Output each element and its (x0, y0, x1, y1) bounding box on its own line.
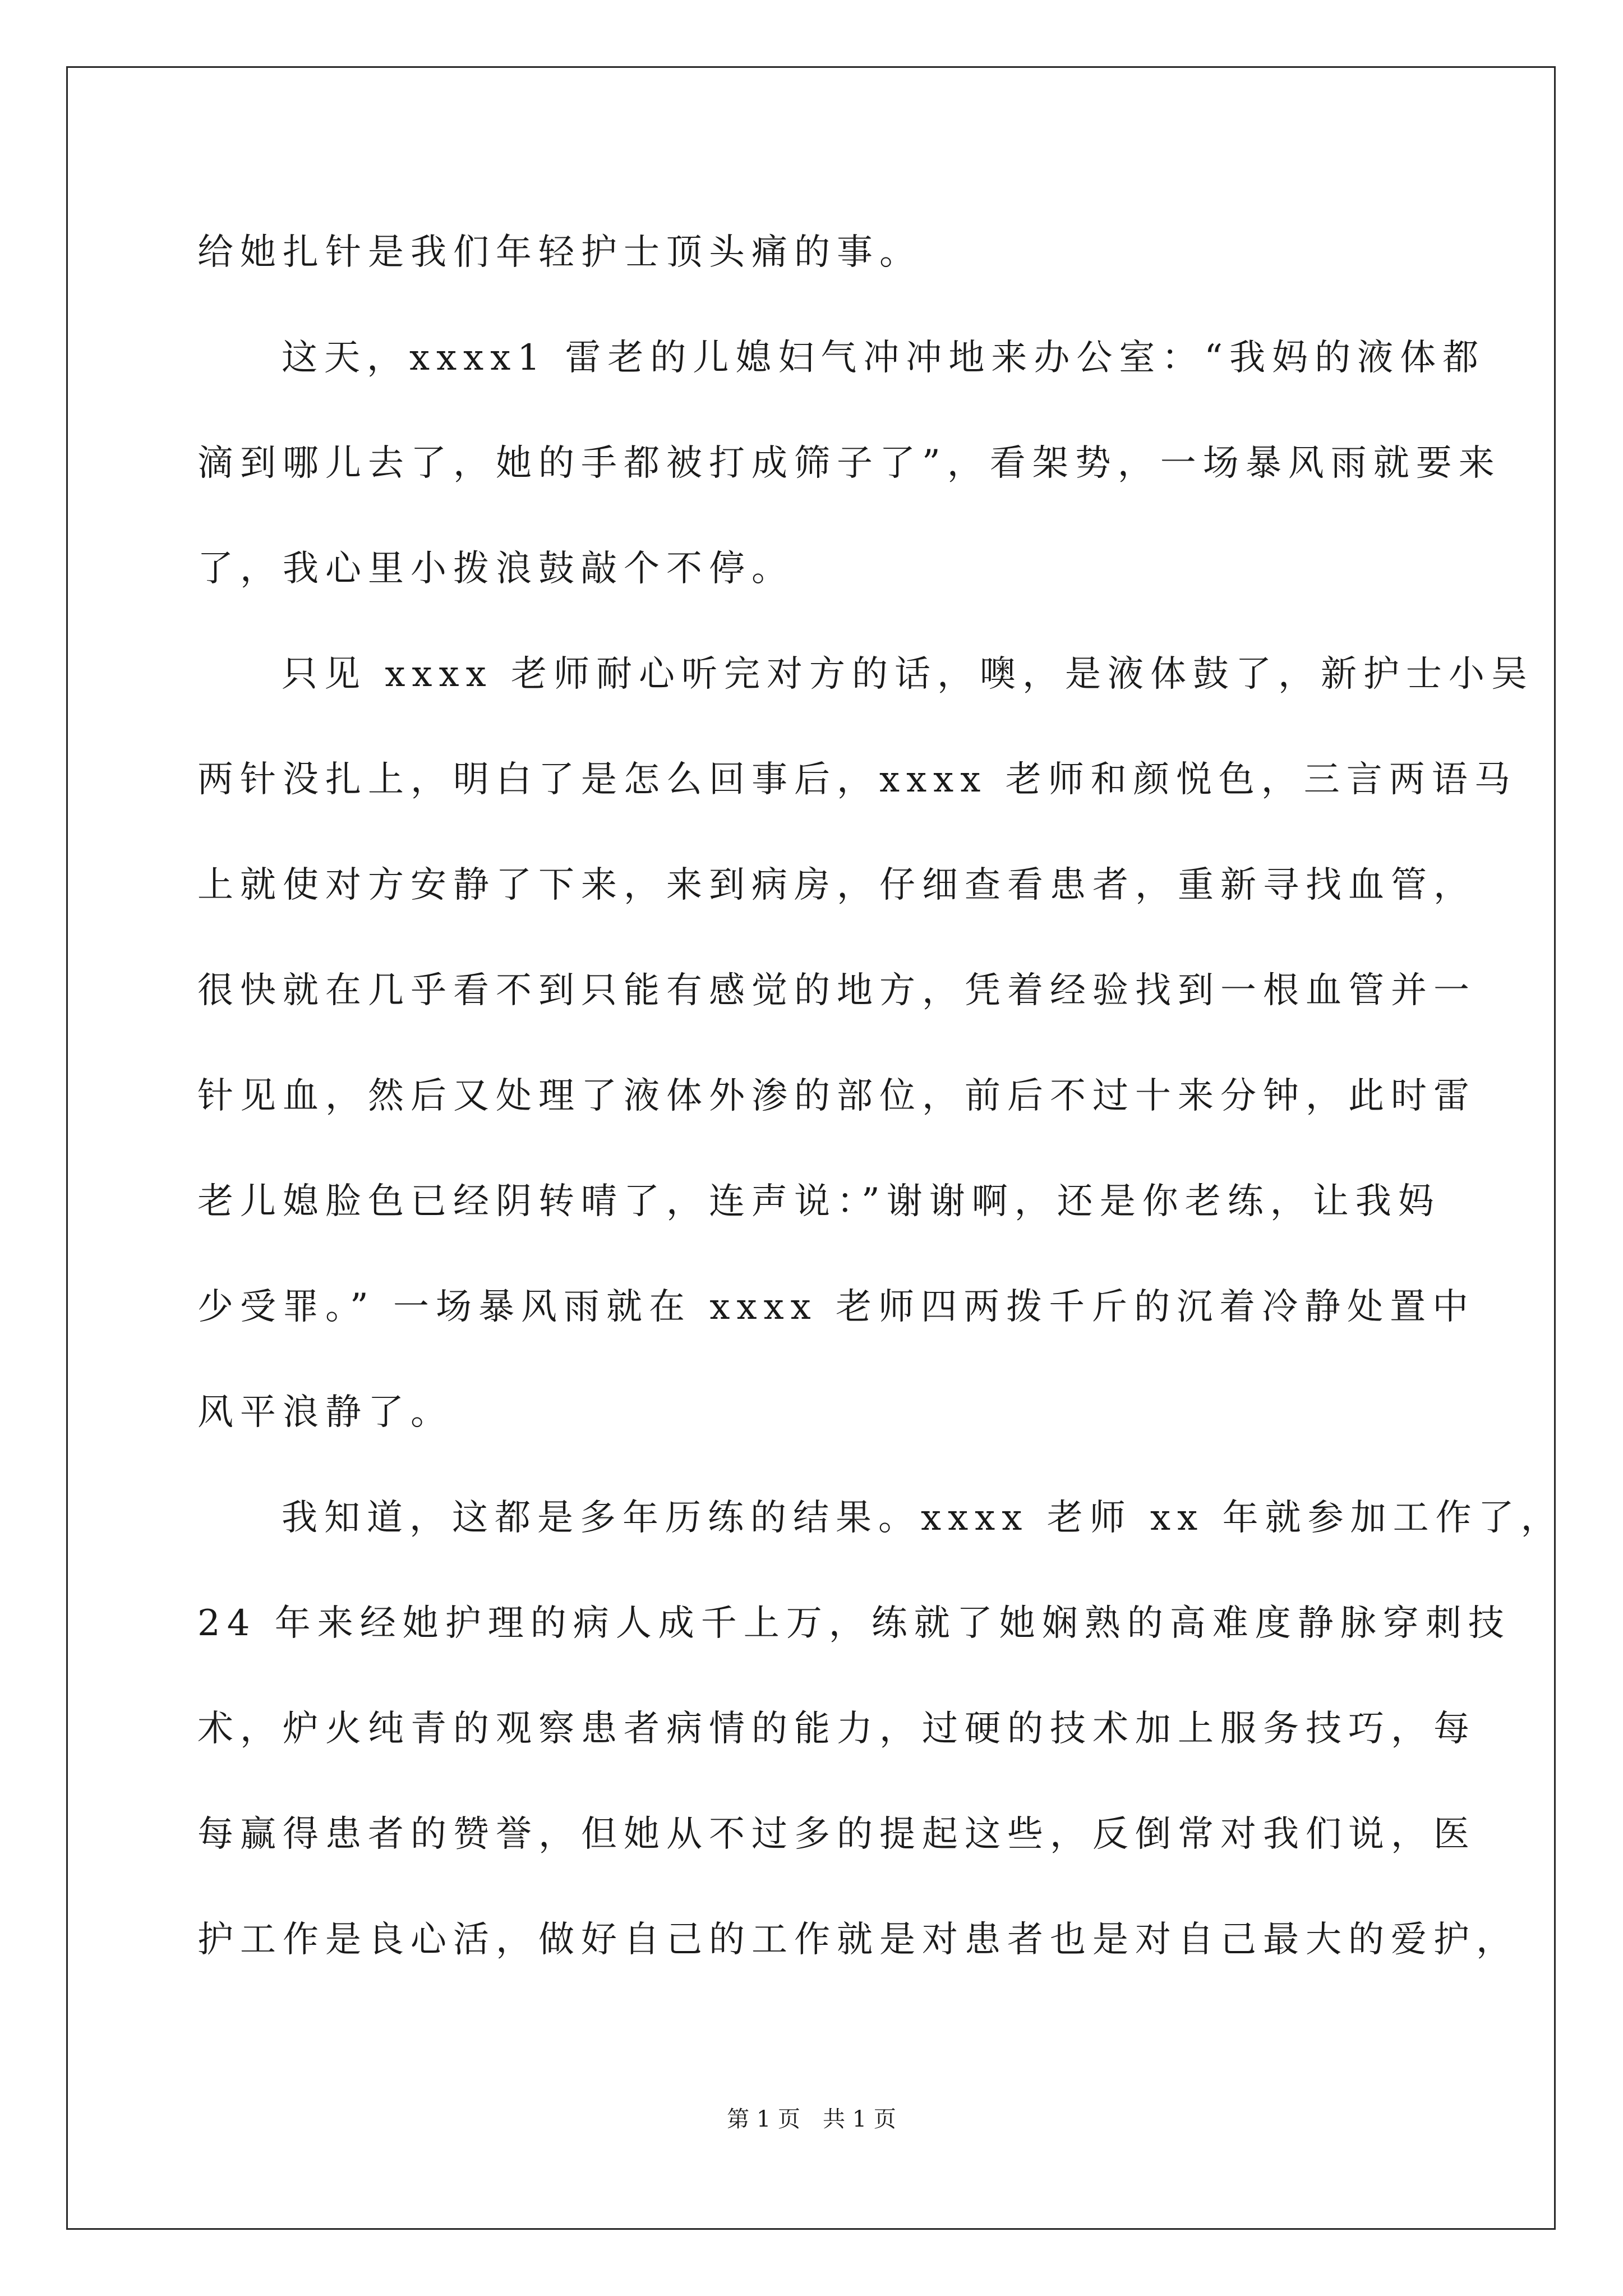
paragraph-start-line: 我知道，这都是多年历练的结果。xxxx 老师 xx 年就参加工作了， (282, 1497, 1564, 1539)
text-line: 针见血，然后又处理了液体外渗的部位，前后不过十来分钟，此时雷 (197, 1075, 1476, 1117)
text-line: 24 年来经她护理的病人成千上万，练就了她娴熟的高难度静脉穿刺技 (197, 1603, 1511, 1644)
text-line: 每赢得患者的赞誉，但她从不过多的提起这些，反倒常对我们说，医 (197, 1814, 1476, 1855)
text-line: 两针没扎上，明白了是怎么回事后，xxxx 老师和颜悦色，三言两语马 (197, 759, 1517, 800)
text-line: 给她扎针是我们年轻护士顶头痛的事。 (197, 232, 922, 273)
text-line: 很快就在几乎看不到只能有感觉的地方，凭着经验找到一根血管并一 (197, 970, 1476, 1011)
text-line: 风平浪静了。 (197, 1392, 453, 1433)
text-line: 滴到哪儿去了，她的手都被打成筛子了”，看架势，一场暴风雨就要来 (197, 443, 1501, 484)
paragraph-start-line: 这天，xxxx1 雷老的儿媳妇气冲冲地来办公室：“我妈的液体都 (282, 337, 1486, 379)
text-line: 上就使对方安静了下来，来到病房，仔细查看患者，重新寻找血管， (197, 864, 1476, 906)
text-line: 少受罪。” 一场暴风雨就在 xxxx 老师四两拨千斤的沉着冷静处置中 (197, 1286, 1476, 1328)
text-line: 老儿媳脸色已经阴转晴了，连声说：”谢谢啊，还是你老练，让我妈 (197, 1181, 1441, 1222)
text-line: 护工作是良心活，做好自己的工作就是对患者也是对自己最大的爱护， (197, 1919, 1519, 1961)
text-line: 了，我心里小拨浪鼓敲个不停。 (197, 548, 794, 590)
text-line: 术，炉火纯青的观察患者病情的能力，过硬的技术加上服务技巧，每 (197, 1708, 1476, 1750)
page-number-footer: 第 1 页 共 1 页 (727, 2106, 896, 2132)
paragraph-start-line: 只见 xxxx 老师耐心听完对方的话，噢，是液体鼓了，新护士小吴 (282, 654, 1534, 695)
